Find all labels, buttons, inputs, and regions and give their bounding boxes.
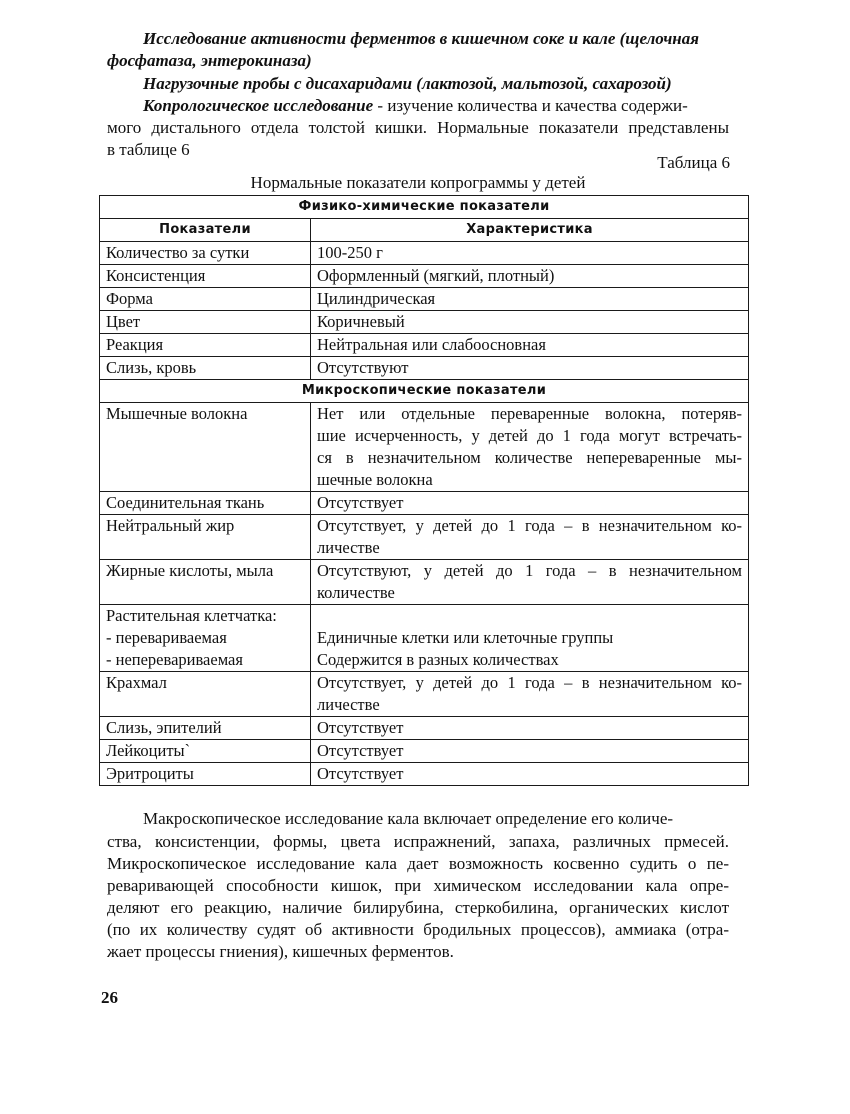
section-physico-chemical: Физико-химические показатели xyxy=(100,196,749,219)
value-line: Отсутствует, у детей до 1 года – в незначительном ко- xyxy=(317,673,742,692)
indicator-value xyxy=(311,560,749,605)
coprology-definition: - изучение количества и качества содержи- xyxy=(373,96,688,115)
macroscopic-paragraph-line: Микроскопическое исследование кала дает возможность косвенно судить о пе- xyxy=(107,854,729,873)
table-row xyxy=(100,311,749,334)
indicator-name: Крахмал xyxy=(100,672,311,717)
value-line: личестве xyxy=(317,538,380,557)
value-line: количестве xyxy=(317,583,395,602)
indicator-value: Коричневый xyxy=(311,311,749,334)
value-line: шечные волокна xyxy=(317,470,433,489)
macroscopic-paragraph-line: ства, консистенции, формы, цвета испражнений, запаха, различных прмесей. xyxy=(107,832,729,851)
table-row xyxy=(100,288,749,311)
table-row xyxy=(100,763,749,786)
indicator-value xyxy=(311,515,749,560)
value-line: Нет или отдельные переваренные волокна, потеряв- xyxy=(317,404,742,423)
macroscopic-paragraph-line: реваривающей способности кишок, при химическом исследовании кала опре- xyxy=(107,876,729,895)
indicator-name: Нейтральный жир xyxy=(100,515,311,560)
macroscopic-paragraph-line: жает процессы гниения), кишечных ферментов. xyxy=(107,942,454,961)
macroscopic-paragraph-line: (по их количеству судят об активности бродильных процессов), аммиака (отра- xyxy=(107,920,729,939)
indicator-value: Отсутствует xyxy=(311,717,749,740)
indicator-value: Оформленный (мягкий, плотный) xyxy=(311,265,749,288)
indicator-name: Цвет xyxy=(100,311,311,334)
table-row xyxy=(100,403,749,492)
table-row xyxy=(100,515,749,560)
plant-fiber-indigestible: - неперевариваемая xyxy=(106,650,243,669)
indicator-name: Форма xyxy=(100,288,311,311)
section-microscopic: Микроскопические показатели xyxy=(100,380,749,403)
table-row xyxy=(100,265,749,288)
plant-fiber-digestible-value: Единичные клетки или клеточные группы xyxy=(317,628,614,647)
macroscopic-paragraph-line: Макроскопическое исследование кала включает определение его количе- xyxy=(143,809,674,828)
value-line-empty xyxy=(317,605,742,627)
indicator-value xyxy=(311,403,749,492)
coprogram-table xyxy=(99,195,749,786)
table-number: Таблица 6 xyxy=(657,153,730,172)
table-row xyxy=(100,357,749,380)
coprology-paragraph-line2: мого дистального отдела толстой кишки. Нормальные показатели представлены xyxy=(107,118,729,137)
table-row xyxy=(100,605,749,672)
table-row xyxy=(100,740,749,763)
indicator-value: Отсутствует xyxy=(311,740,749,763)
coprology-paragraph-line1 xyxy=(143,95,688,117)
value-line: шие исчерченность, у детей до 1 года могут встречать- xyxy=(317,426,742,445)
plant-fiber-indigestible-value: Содержится в разных количествах xyxy=(317,650,559,669)
indicator-name: Жирные кислоты, мыла xyxy=(100,560,311,605)
indicator-value xyxy=(311,605,749,672)
indicator-value: Нейтральная или слабоосновная xyxy=(311,334,749,357)
value-line: Отсутствуют, у детей до 1 года – в незначительном xyxy=(317,561,742,580)
table-row xyxy=(100,560,749,605)
table-header-row xyxy=(100,219,749,242)
indicator-name: Лейкоциты` xyxy=(100,740,311,763)
coprology-paragraph-line3: в таблице 6 xyxy=(107,140,190,159)
indicator-value: Отсутствуют xyxy=(311,357,749,380)
table-section-row xyxy=(100,196,749,219)
indicator-value: Отсутствует xyxy=(311,763,749,786)
column-header-characteristic: Характеристика xyxy=(311,219,749,242)
value-line: личестве xyxy=(317,695,380,714)
indicator-name: Консистенция xyxy=(100,265,311,288)
indicator-value: Цилиндрическая xyxy=(311,288,749,311)
table-row xyxy=(100,492,749,515)
enzyme-activity-line: Исследование активности ферментов в кишечном соке и кале (щелочная xyxy=(143,29,699,48)
page-number: 26 xyxy=(101,988,118,1007)
value-line: Отсутствует, у детей до 1 года – в незначительном ко- xyxy=(317,516,742,535)
table-title: Нормальные показатели копрограммы у детей xyxy=(250,173,586,192)
enzyme-activity-line-cont: фосфатаза, энтерокиназа) xyxy=(107,51,312,70)
table-row xyxy=(100,242,749,265)
indicator-name: Реакция xyxy=(100,334,311,357)
column-header-indicators: Показатели xyxy=(100,219,311,242)
indicator-name: Количество за сутки xyxy=(100,242,311,265)
indicator-value: 100-250 г xyxy=(311,242,749,265)
indicator-name xyxy=(100,605,311,672)
table-section-row xyxy=(100,380,749,403)
indicator-name: Слизь, эпителий xyxy=(100,717,311,740)
table-row xyxy=(100,717,749,740)
indicator-name: Соединительная ткань xyxy=(100,492,311,515)
coprology-term: Копрологическое исследование xyxy=(143,96,374,115)
indicator-name: Эритроциты xyxy=(100,763,311,786)
disaccharide-tests-line: Нагрузочные пробы с дисахаридами (лактозой, мальтозой, сахарозой) xyxy=(143,74,672,93)
indicator-name: Слизь, кровь xyxy=(100,357,311,380)
table-row xyxy=(100,334,749,357)
plant-fiber-digestible: - перевариваемая xyxy=(106,628,227,647)
indicator-value xyxy=(311,672,749,717)
indicator-name: Мышечные волокна xyxy=(100,403,311,492)
indicator-value: Отсутствует xyxy=(311,492,749,515)
value-line: ся в незначительном количестве непереваренные мы- xyxy=(317,448,742,467)
table-row xyxy=(100,672,749,717)
macroscopic-paragraph-line: деляют его реакцию, наличие билирубина, стеркобилина, органических кислот xyxy=(107,898,729,917)
plant-fiber-label: Растительная клетчатка: xyxy=(106,606,277,625)
